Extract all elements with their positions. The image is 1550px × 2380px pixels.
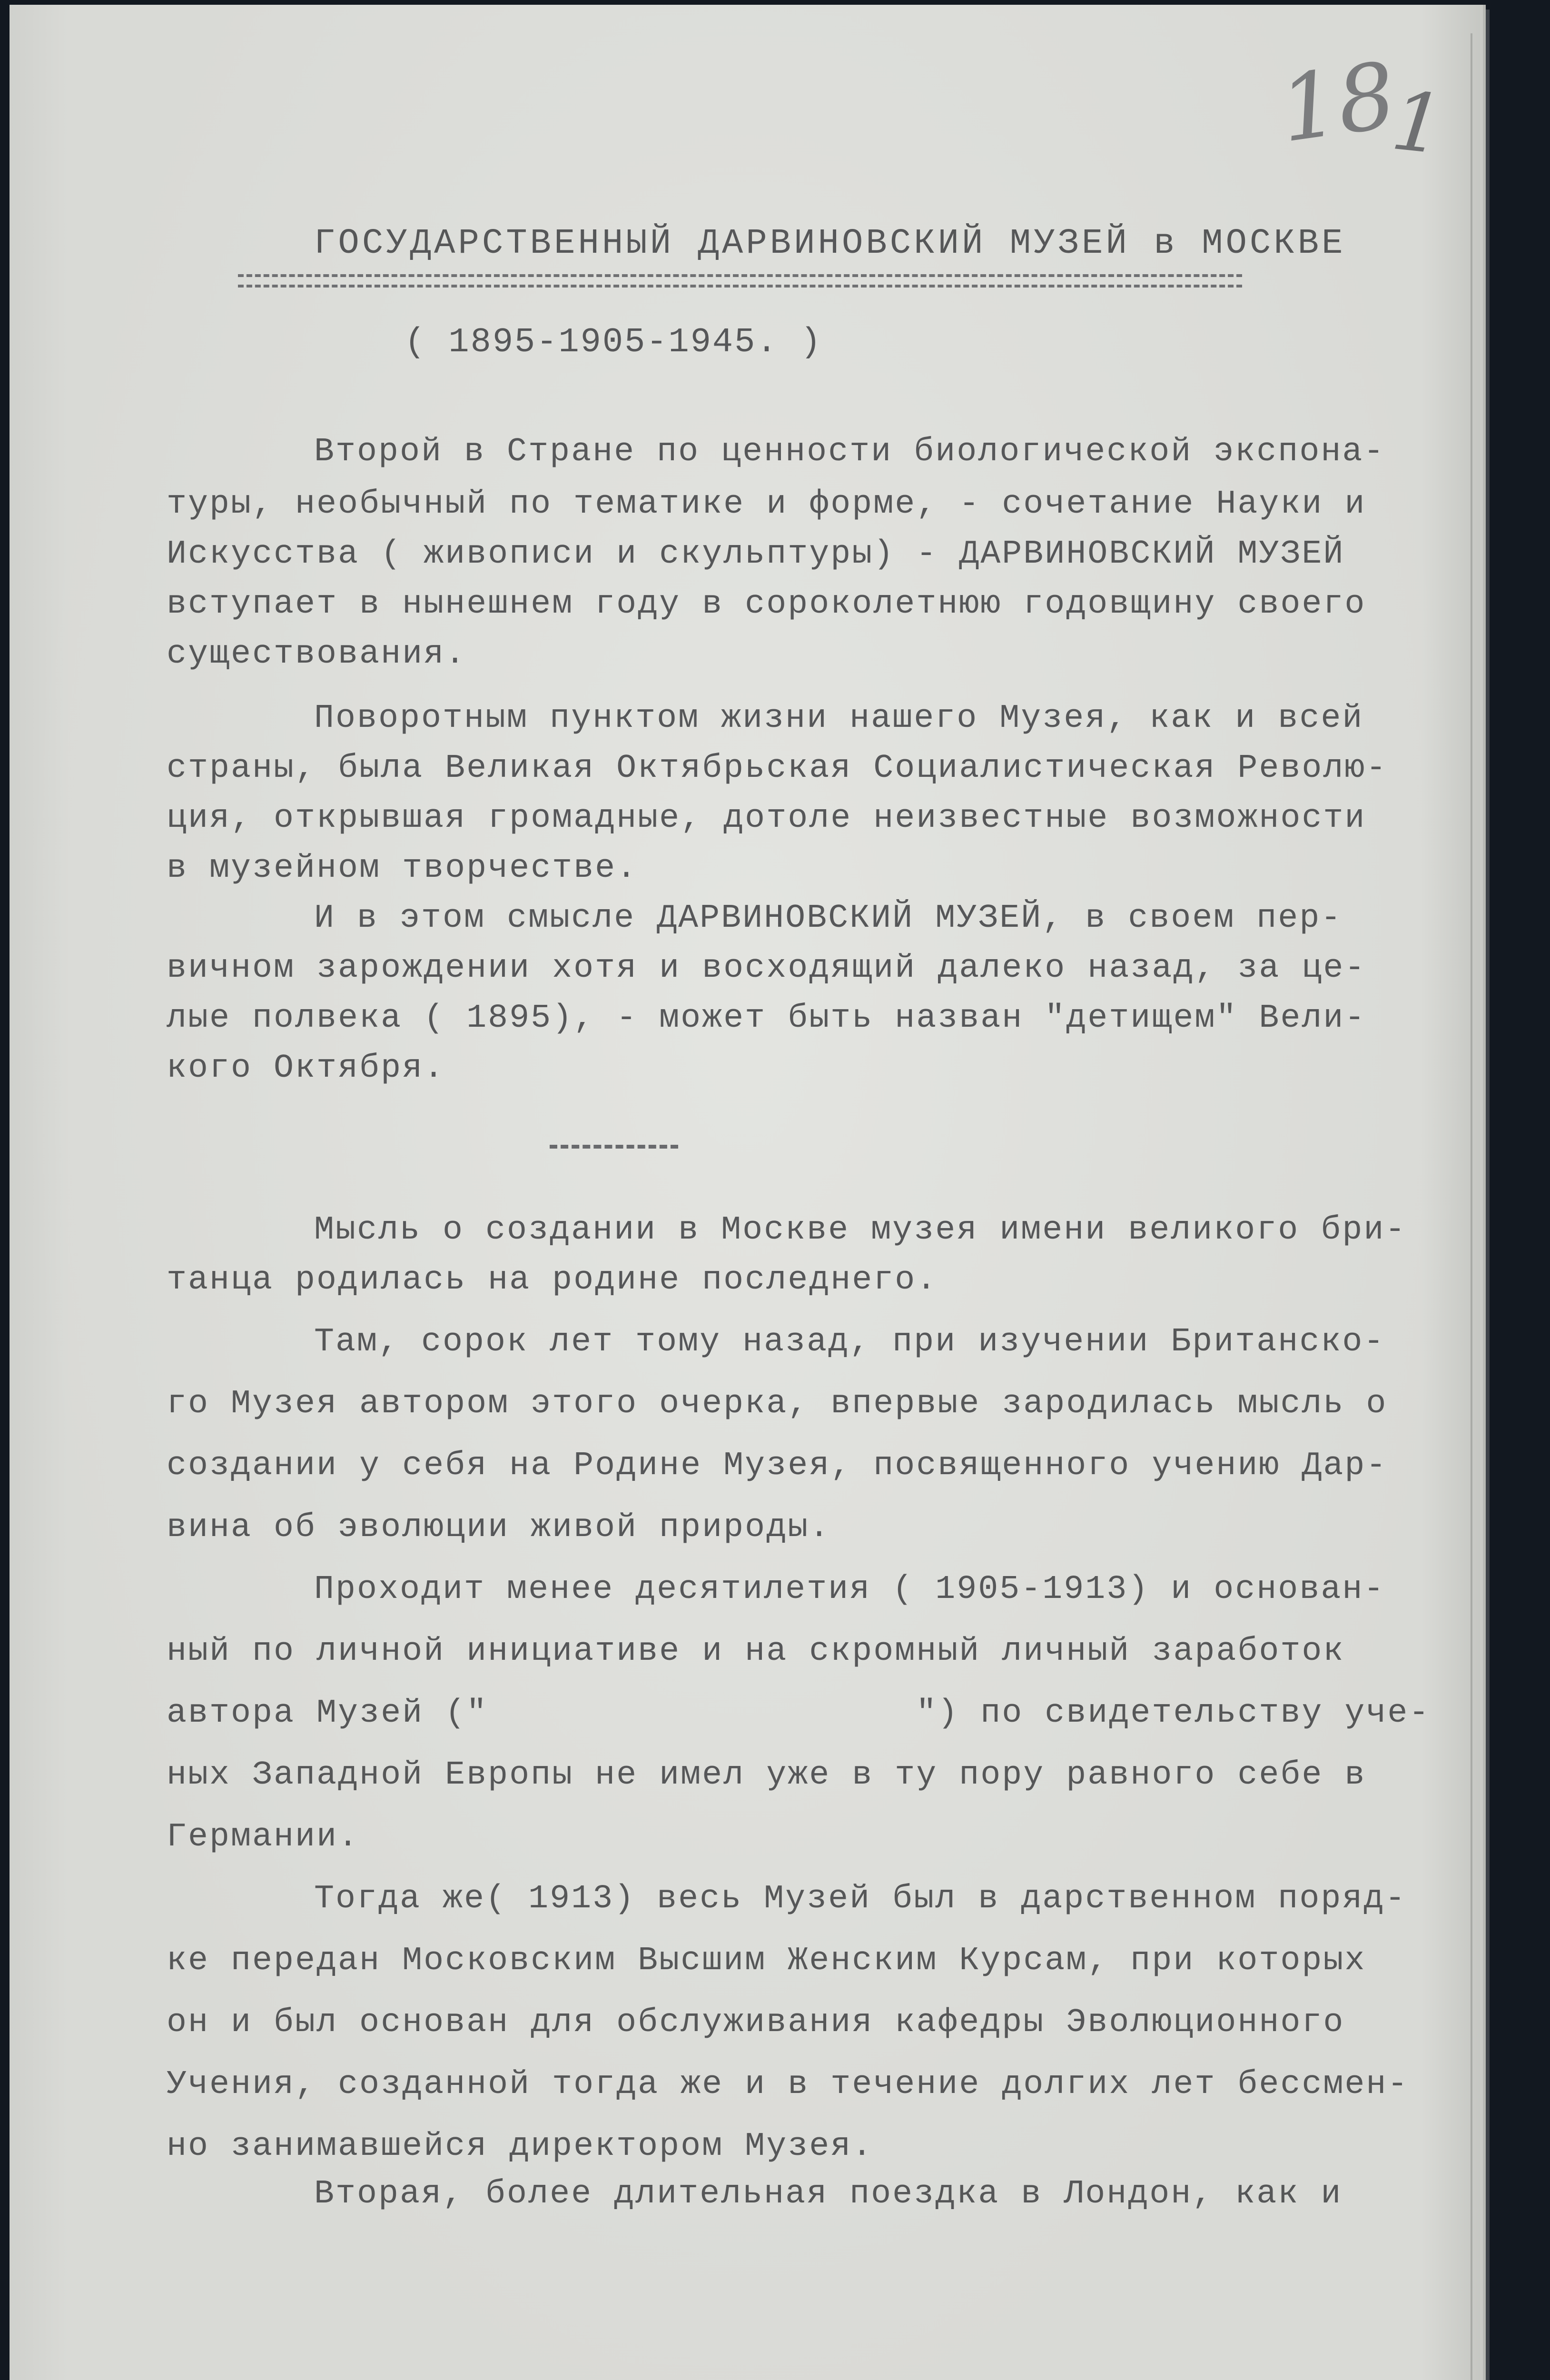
text-line: ция, открывшая громадные, дотоле неизвестные возможности — [167, 800, 1366, 837]
document-page — [10, 5, 1480, 2380]
text-line: Вторая, более длительная поездка в Лондон, как и — [314, 2175, 1343, 2213]
text-line: ке передан Московским Высшим Женским Курсам, при которых — [167, 1942, 1366, 1980]
text-line: туры, необычный по тематике и форме, - сочетание Науки и — [167, 486, 1366, 523]
faded-stamp — [1171, 2261, 1418, 2356]
section-separator — [550, 1145, 678, 1149]
text-line: страны, была Великая Октябрьская Социалистическая Револю- — [167, 750, 1388, 787]
document-title: ГОСУДАРСТВЕННЫЙ ДАРВИНОВСКИЙ МУЗЕЙ в МОСКВЕ — [314, 224, 1346, 264]
text-line: Второй в Стране по ценности биологической экспона- — [314, 433, 1385, 471]
text-line: вина об эволюции живой природы. — [167, 1509, 831, 1547]
text-line: го Музея автором этого очерка, впервые зародилась мысль о — [167, 1385, 1388, 1423]
text-line: он и был основан для обслуживания кафедры Эволюционного — [167, 2004, 1345, 2042]
text-line: ный по личной инициативе и на скромный личный заработок — [167, 1633, 1345, 1670]
title-underline — [238, 274, 1242, 288]
text-line: но занимавшейся директором Музея. — [167, 2128, 874, 2165]
text-line: вступает в нынешнем году в сороколетнюю годовщину своего — [167, 585, 1366, 623]
text-line: Искусства ( живописи и скульптуры) - ДАРВИНОВСКИЙ МУЗЕЙ — [167, 536, 1345, 573]
text-line: Германии. — [167, 1818, 360, 1856]
text-line: вичном зарождении хотя и восходящий далеко назад, за це- — [167, 950, 1366, 987]
text-line: Тогда же( 1913) весь Музей был в дарственном поряд- — [314, 1880, 1407, 1918]
text-line: создании у себя на Родине Музея, посвященного учению Дар- — [167, 1447, 1388, 1485]
text-line: танца родилась на родине последнего. — [167, 1261, 938, 1299]
text-line: Мысль о создании в Москве музея имени великого бри- — [314, 1211, 1407, 1249]
text-line: Там, сорок лет тому назад, при изучении Британско- — [314, 1323, 1385, 1361]
text-line: лые полвека ( 1895), - может быть назван "детищем" Вели- — [167, 1000, 1366, 1037]
text-line: Проходит менее десятилетия ( 1905-1913) и основан- — [314, 1571, 1385, 1608]
text-line: в музейном творчестве. — [167, 850, 638, 887]
text-line: Поворотным пунктом жизни нашего Музея, как и всей — [314, 700, 1364, 737]
folio-number-new: 1 — [1387, 73, 1449, 173]
document-subtitle: ( 1895-1905-1945. ) — [405, 323, 822, 362]
text-line: Учения, созданной тогда же и в течение долгих лет бессмен- — [167, 2066, 1409, 2103]
folio-number-old: 18 — [1273, 42, 1402, 163]
page-edge — [1471, 33, 1472, 2380]
text-line: И в этом смысле ДАРВИНОВСКИЙ МУЗЕЙ, в своем пер- — [314, 900, 1343, 937]
text-line: кого Октября. — [167, 1050, 445, 1087]
text-line: ных Западной Европы не имел уже в ту пору равного себе в — [167, 1756, 1366, 1794]
text-line: существования. — [167, 635, 467, 673]
text-line: автора Музей (" ") по свидетельству уче- — [167, 1695, 1431, 1732]
